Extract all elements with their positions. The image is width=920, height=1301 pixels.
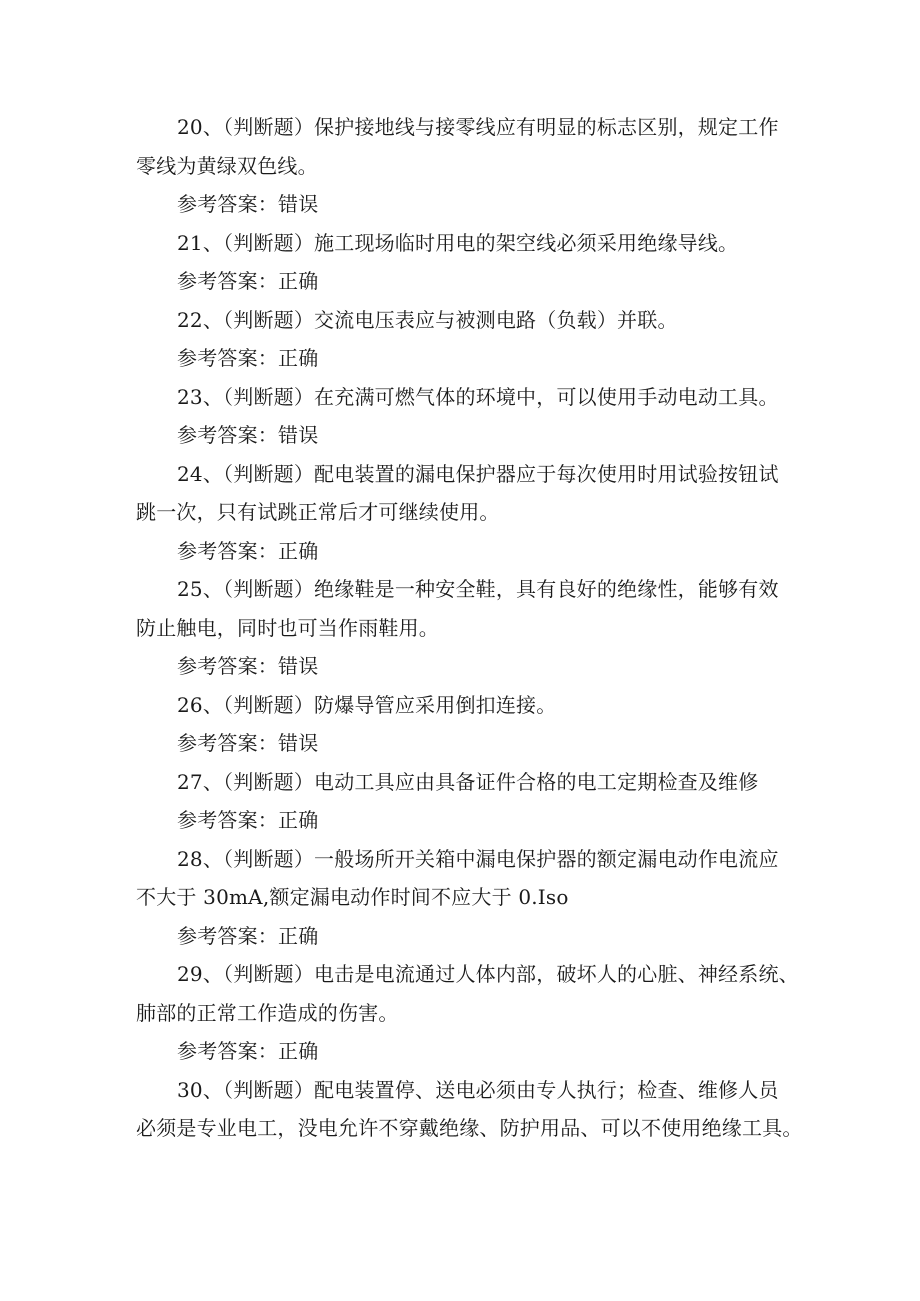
q30-text-line2: 必须是专业电工，没电允许不穿戴绝缘、防护用品、可以不使用绝缘工具。 <box>136 1116 803 1140</box>
q20-text-line1: 20、（判断题）保护接地线与接零线应有明显的标志区别，规定工作 <box>177 115 779 139</box>
q22-answer: 参考答案：正确 <box>177 346 319 370</box>
q27-text: 27、（判断题）电动工具应由具备证件合格的电工定期检查及维修 <box>177 769 759 794</box>
q24-text-line2: 跳一次，只有试跳正常后才可继续使用。 <box>136 500 500 524</box>
q29-answer: 参考答案：正确 <box>177 1039 319 1063</box>
q26-text: 26、（判断题）防爆导管应采用倒扣连接。 <box>177 692 557 717</box>
q28-text-line1: 28、（判断题）一般场所开关箱中漏电保护器的额定漏电动作电流应 <box>177 846 779 871</box>
q30-text-line1: 30、（判断题）配电装置停、送电必须由专人执行；检查、维修人员 <box>177 1077 779 1102</box>
q29-text-line1: 29、（判断题）电击是电流通过人体内部，破坏人的心脏、神经系统、 <box>177 962 799 986</box>
q21-text: 21、（判断题）施工现场临时用电的架空线必须采用绝缘导线。 <box>177 230 739 255</box>
q26-answer: 参考答案：错误 <box>177 731 319 755</box>
q27-answer: 参考答案：正确 <box>177 808 319 832</box>
q24-answer: 参考答案：正确 <box>177 538 319 563</box>
q20-answer: 参考答案：错误 <box>177 192 319 216</box>
q28-answer: 参考答案：正确 <box>177 923 319 948</box>
q25-text-line2: 防止触电，同时也可当作雨鞋用。 <box>136 615 439 640</box>
q22-text: 22、（判断题）交流电压表应与被测电路（负载）并联。 <box>177 307 678 332</box>
q23-answer: 参考答案：错误 <box>177 423 319 447</box>
q25-text-line1: 25、（判断题）绝缘鞋是一种安全鞋，具有良好的绝缘性，能够有效 <box>177 577 779 601</box>
q21-answer: 参考答案：正确 <box>177 269 319 293</box>
q23-text: 23、（判断题）在充满可燃气体的环境中，可以使用手动电动工具。 <box>177 384 779 409</box>
q25-answer: 参考答案：错误 <box>177 654 319 678</box>
q29-text-line2: 肺部的正常工作造成的伤害。 <box>136 1000 399 1025</box>
q24-text-line1: 24、（判断题）配电装置的漏电保护器应于每次使用时用试验按钮试 <box>177 461 779 486</box>
q20-text-line2: 零线为黄绿双色线。 <box>136 153 318 178</box>
q28-text-line2: 不大于 30mA,额定漏电动作时间不应大于 0.Iso <box>136 885 569 909</box>
question-list <box>136 108 803 1148</box>
